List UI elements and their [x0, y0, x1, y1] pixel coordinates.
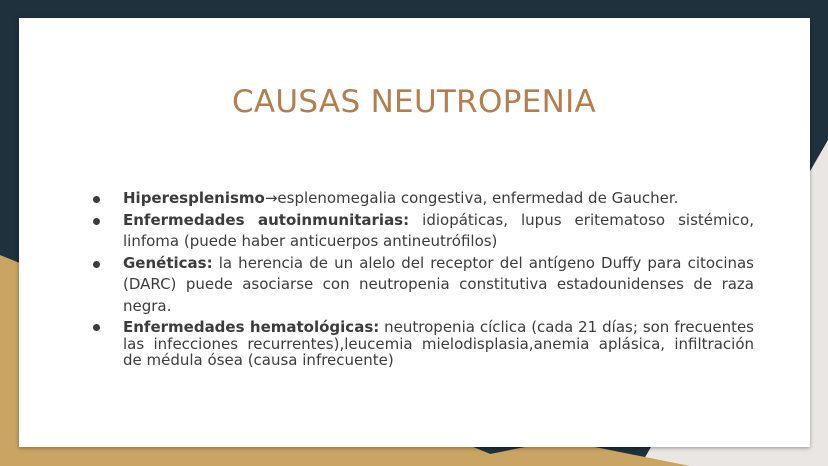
- bullet-term: Hiperesplenismo: [123, 189, 265, 207]
- bullet-text: idiopáticas, lupus eritematoso sistémico, linfoma (puede haber anticuerpos antineutrófilos): [123, 210, 754, 250]
- slide-title: CAUSAS NEUTROPENIA: [231, 84, 597, 120]
- bullet-text: la herencia de un alelo del receptor del antígeno Duffy para citocinas (DARC) puede asociarse con neutropenia constitutiva estadounidenses de raza negra.: [123, 253, 754, 315]
- bullet-item: [90, 253, 754, 318]
- bullet-text: neutropenia cíclica (cada 21 días; son frecuentes las infecciones recurrentes),leucemia mielodisplasia,anemia aplásica, infiltración de médula ósea (causa infrecuente): [123, 318, 754, 369]
- bullet-item: [90, 319, 754, 369]
- bullet-item: [90, 188, 754, 210]
- bullet-dot: [93, 196, 100, 203]
- bullet-term: Enfermedades autoinmunitarias:: [123, 210, 410, 229]
- bullet-dot: [93, 324, 100, 331]
- bullet-item: [90, 210, 754, 253]
- bullet-term: Genéticas:: [123, 253, 213, 272]
- bullet-text: →esplenomegalia congestiva, enfermedad de Gaucher.: [264, 189, 679, 207]
- bullet-dot: [93, 261, 100, 268]
- bullet-list: [90, 188, 754, 369]
- bullet-dot: [93, 218, 100, 225]
- bullet-term: Enfermedades hematológicas:: [123, 318, 380, 336]
